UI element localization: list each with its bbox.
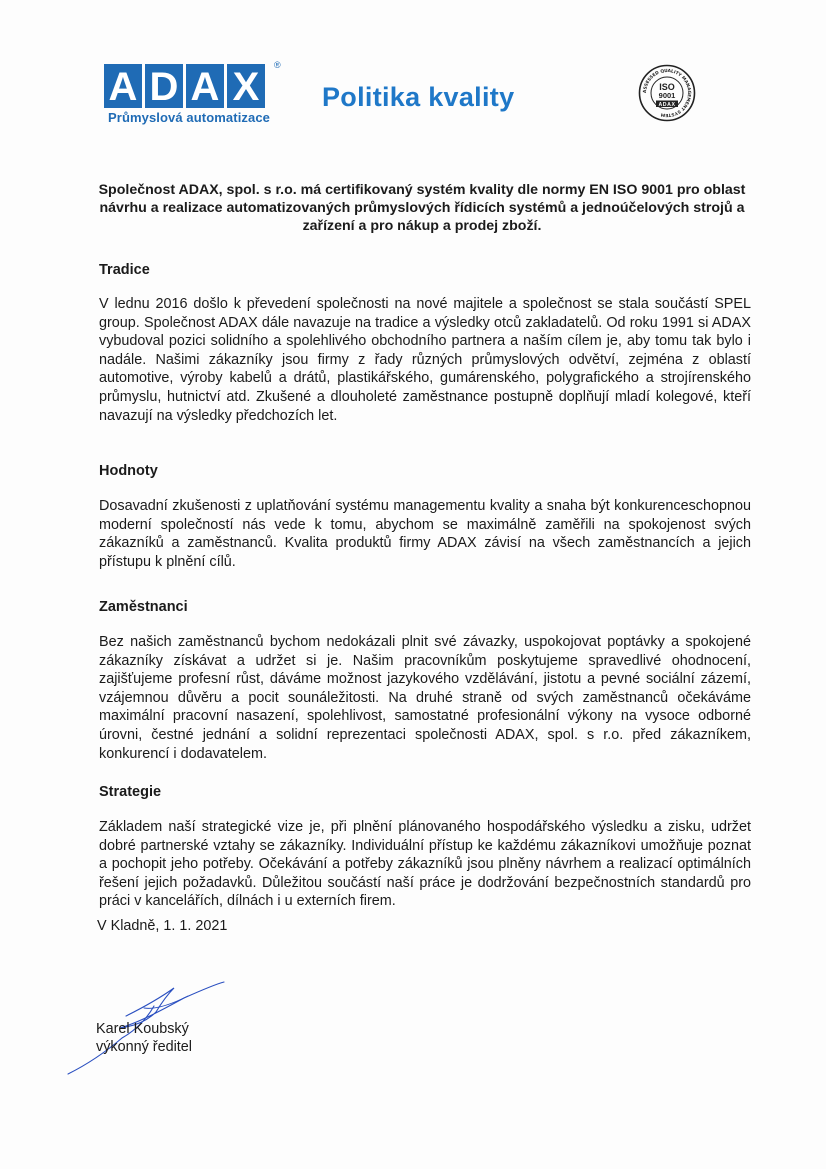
signer-name: Karel Koubský xyxy=(96,1021,189,1037)
adax-logo xyxy=(104,60,281,125)
intro-statement: Společnost ADAX, spol. s r.o. má certifikovaný systém kvality dle normy EN ISO 9001 pro oblast návrhu a realizace automatizovaných průmyslových řídicích systémů a jednoúčelových strojů a zařízení a pro nákup a prodej zboží. xyxy=(98,182,746,234)
seal-label-top: ISO xyxy=(659,82,675,92)
section-heading-tradice: Tradice xyxy=(99,262,150,278)
section-text-strategie: Základem naší strategické vize je, při plnění plánovaného hospodářského výsledku a zisku, udržet dobré partnerské vztahy se zákazníky. Individuální přístup ke každému zákazníkovi umožňuje poznat a pochopit jeho potřeby. Očekávání a potřeby zákazníků jsou plněny návrhem a realizací optimálních řešení jejich požadavků. Důležitou součástí naší práce je dodržování bezpečnostních standardů pro práci v kancelářích, dílnách i u externích firem. xyxy=(99,819,751,910)
seal-label-bottom: 9001 xyxy=(658,91,676,100)
section-heading-zamestnanci: Zaměstnanci xyxy=(99,599,188,615)
seal-ring-text: ASSESSED QUALITY MANAGEMENT SYSTEM xyxy=(642,68,692,118)
section-text-hodnoty: Dosavadní zkušenosti z uplatňování systému managementu kvality a snaha být konkurenceschopnou moderní společností nás vede k tomu, abychom se maximálně zaměřili na spokojenost svých zákazníků a zaměstnanců. Kvalita produktů firmy ADAX závisí na všech zaměstnancích a jejich přístupu k plnění cílů. xyxy=(99,498,751,570)
registered-mark: ® xyxy=(274,60,281,70)
section-text-zamestnanci: Bez našich zaměstnanců bychom nedokázali plnit své závazky, uspokojovat poptávky a spokojené zákazníky získávat a udržet si je. Našim pracovníkům poskytujeme spravedlivé ohodnocení, zajišťujeme profesní růst, dáváme možnost jazykového vzdělávání, jistotu a pevné sociální zázemí, vzájemnou důvěru a pocit sounáležitosti. Na druhé straně od svých zaměstnanců očekáváme maximální pracovní nasazení, spolehlivost, samostatné profesionální výkony na vysoce odborné úrovni, čestné jednání a solidní reprezentaci společnosti ADAX, spol. s r.o. před zákazníkem, konkurencí i dodavatelem. xyxy=(99,634,751,762)
logo-letter: X xyxy=(227,64,265,108)
logo-subtitle: Průmyslová automatizace xyxy=(108,110,270,125)
section-heading-hodnoty: Hodnoty xyxy=(99,463,158,479)
iso-9001-seal-icon xyxy=(638,64,696,122)
seal-brand: ADAX xyxy=(658,101,676,108)
logo-letters xyxy=(104,64,280,108)
section-text-tradice: V lednu 2016 došlo k převedení společnosti na nové majitele a společnost se stala součástí SPEL group. Společnost ADAX dále navazuje na tradice a výsledky otců zakladatelů. Od roku 1991 si ADAX vybudoval pozici solidního a spolehlivého obchodního partnera a naším cílem je, aby tomu tak bylo i nadále. Našimi zákazníky jsou firmy z řady různých průmyslových odvětví, zejména z oblastí automotive, výroby kabelů a drátů, plastikářského, gumárenského, polygrafického a strojírenského průmyslu, hutnictví atd. Zkušené a dlouholeté zaměstnance postupně doplňují mladí kolegové, kteří navazují na výsledky předchozích let. xyxy=(99,296,751,424)
logo-letter: A xyxy=(186,64,224,108)
logo-letter: A xyxy=(104,64,142,108)
signer-role: výkonný ředitel xyxy=(96,1039,192,1055)
logo-letter: D xyxy=(145,64,183,108)
page-title: Politika kvality xyxy=(322,82,515,112)
date-line: V Kladně, 1. 1. 2021 xyxy=(97,918,228,934)
section-heading-strategie: Strategie xyxy=(99,784,162,800)
